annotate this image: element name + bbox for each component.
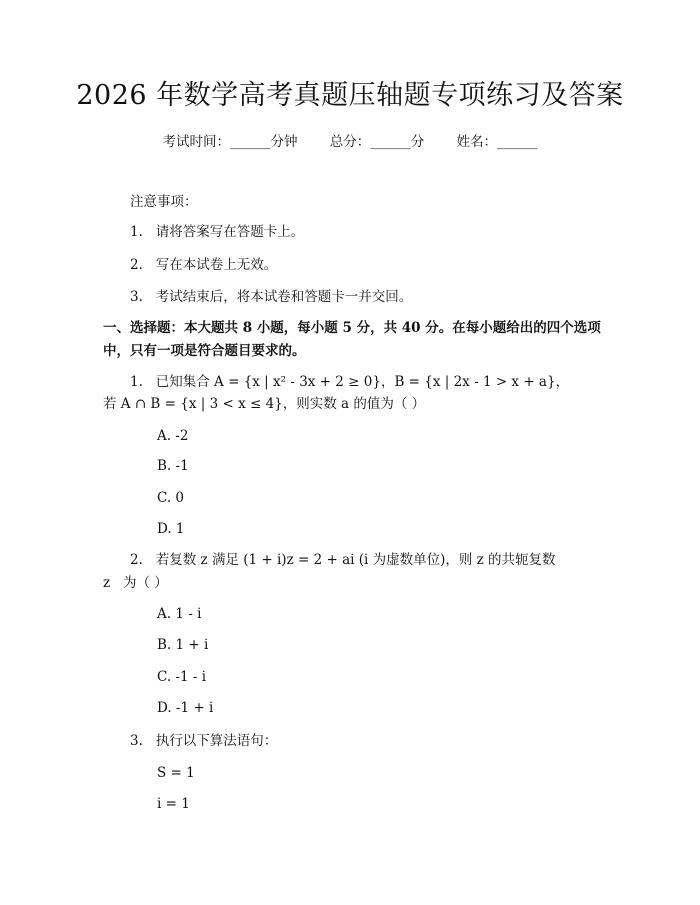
option-a: A. -2 (157, 428, 189, 444)
exam-time-field: 考试时间：______分钟 (162, 134, 298, 150)
option-b: B. 1 + i (157, 637, 209, 653)
notice-item: 3. 考试结束后，将本试卷和答题卡一并交回。 (130, 289, 413, 305)
name-field: 姓名：______ (456, 134, 538, 150)
option-a: A. 1 - i (157, 606, 202, 622)
option-d: D. -1 + i (157, 700, 214, 716)
question-stem-cont: 若 A ∩ B = {x | 3 < x ≤ 4}，则实数 a 的值为（ ） (103, 396, 426, 412)
section-heading: 一、选择题：本大题共 8 小题，每小题 5 分，共 40 分。在每小题给出的四个选项 (103, 320, 601, 336)
notice-item: 1. 请将答案写在答题卡上。 (130, 224, 305, 240)
question-stem: 1. 已知集合 A = {x | x² - 3x + 2 ≥ 0}，B = {x | 2x - 1 > x + a}， (130, 374, 570, 390)
section-heading-cont: 中，只有一项是符合题目要求的。 (103, 343, 306, 359)
option-d: D. 1 (157, 521, 185, 537)
code-line: i = 1 (157, 796, 190, 812)
option-b: B. -1 (157, 458, 189, 474)
exam-meta (0, 132, 700, 152)
question-stem: 2. 若复数 z 满足 (1 + i)z = 2 + ai (i 为虚数单位)，则 z 的共轭复数 (130, 552, 556, 568)
question-stem: 3. 执行以下算法语句： (130, 733, 278, 749)
page-title: 2026 年数学高考真题压轴题专项练习及答案 (76, 80, 624, 111)
question-stem-cont: z 为（ ） (103, 575, 168, 591)
notice-item: 2. 写在本试卷上无效。 (130, 257, 278, 273)
option-c: C. 0 (157, 490, 185, 506)
total-score-field: 总分：______分 (329, 134, 425, 150)
notice-heading: 注意事项： (130, 194, 198, 210)
option-c: C. -1 - i (157, 669, 207, 685)
code-line: S = 1 (157, 765, 195, 781)
